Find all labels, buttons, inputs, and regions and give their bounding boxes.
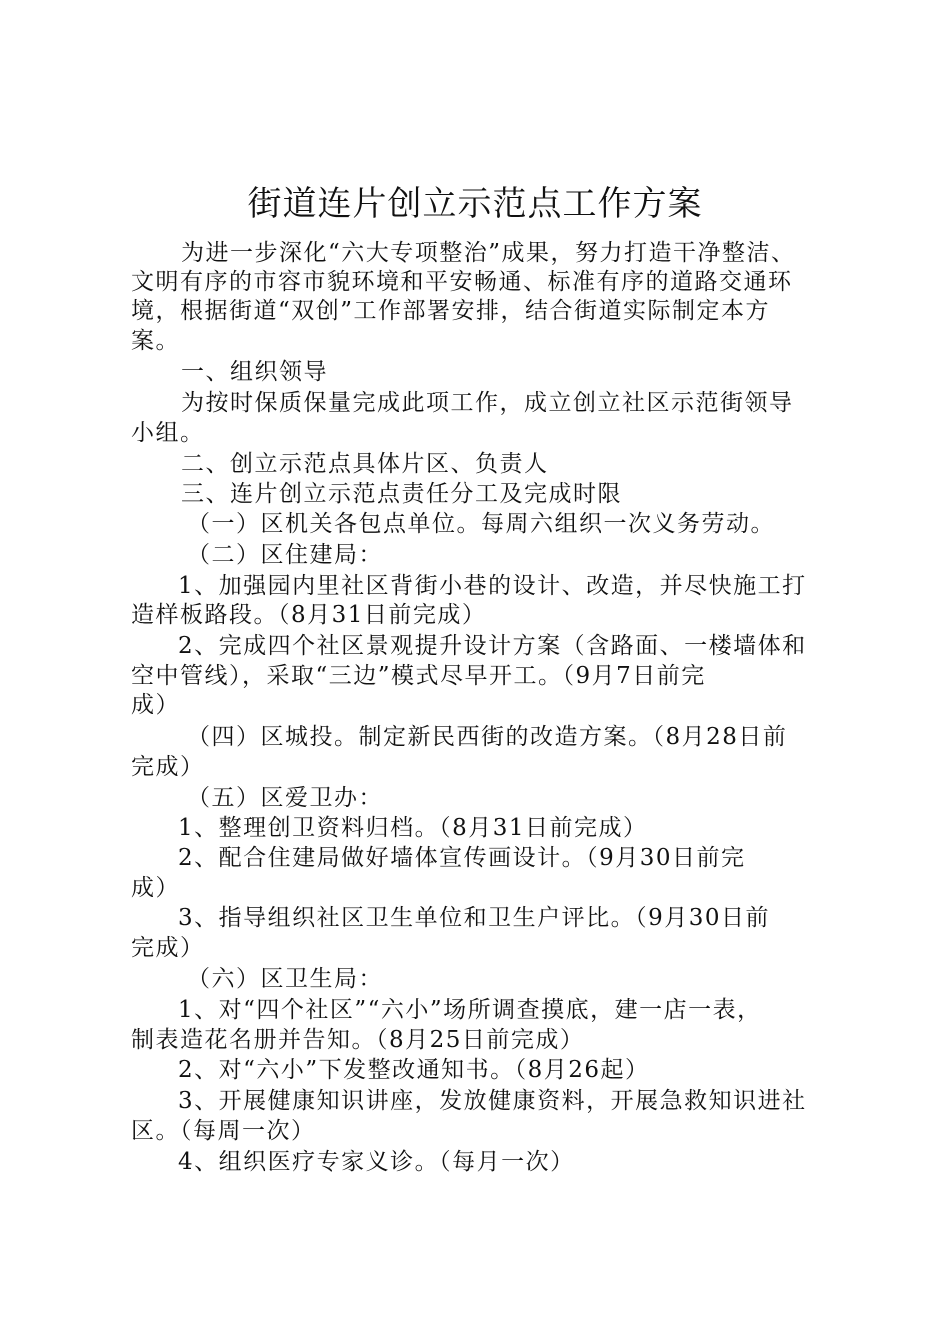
paragraph-line: 成） [131,875,180,901]
paragraph-line: 2、完成四个社区景观提升设计方案（含路面、一楼墙体和 [178,633,807,659]
paragraph-line: 1、整理创卫资料归档。（8月31日前完成） [178,815,648,841]
paragraph-line: 境，根据街道“双创”工作部署安排，结合街道实际制定本方 [131,298,771,324]
subsection-heading: （六）区卫生局： [187,966,383,992]
paragraph-line: 2、配合住建局做好墙体宣传画设计。（9月30日前完 [178,845,746,871]
paragraph-line: （一）区机关各包点单位。每周六组织一次义务劳动。 [187,511,775,537]
paragraph-line: 3、开展健康知识讲座，发放健康资料，开展急救知识进社 [178,1088,807,1114]
paragraph-line: 2、对“六小”下发整改通知书。（8月26起） [178,1057,650,1083]
paragraph-line: 1、对“四个社区”“六小”场所调查摸底，建一店一表， [178,997,762,1023]
paragraph-line: 为按时保质保量完成此项工作，成立创立社区示范街领导 [181,390,794,416]
subsection-heading: （二）区住建局： [187,542,383,568]
section-heading: 三、连片创立示范点责任分工及完成时限 [181,481,622,507]
section-heading: 一、组织领导 [181,359,328,385]
paragraph-line: 完成） [131,935,205,961]
paragraph-line: 小组。 [131,420,205,446]
paragraph-line: （四）区城投。制定新民西街的改造方案。（8月28日前 [187,724,788,750]
paragraph-line: 制表造花名册并告知。（8月25日前完成） [131,1027,585,1053]
paragraph-line: 为进一步深化“六大专项整治”成果，努力打造干净整洁、 [181,240,796,266]
subsection-heading: （五）区爱卫办： [187,785,383,811]
paragraph-line: 空中管线），采取“三边”模式尽早开工。（9月7日前完 [131,663,706,689]
paragraph-line: 4、组织医疗专家义诊。（每月一次） [178,1149,575,1175]
paragraph-line: 1、加强园内里社区背街小巷的设计、改造，并尽快施工打 [178,573,807,599]
paragraph-line: 完成） [131,754,205,780]
paragraph-line: 案。 [131,328,180,354]
paragraph-line: 文明有序的市容市貌环境和平安畅通、标准有序的道路交通环 [131,269,793,295]
section-heading: 二、创立示范点具体片区、负责人 [181,451,549,477]
paragraph-line: 3、指导组织社区卫生单位和卫生户评比。（9月30日前 [178,905,771,931]
paragraph-line: 成） [131,692,180,718]
paragraph-line: 造样板路段。（8月31日前完成） [131,602,487,628]
paragraph-line: 区。（每周一次） [131,1118,316,1144]
document-title: 街道连片创立示范点工作方案 [247,184,703,224]
